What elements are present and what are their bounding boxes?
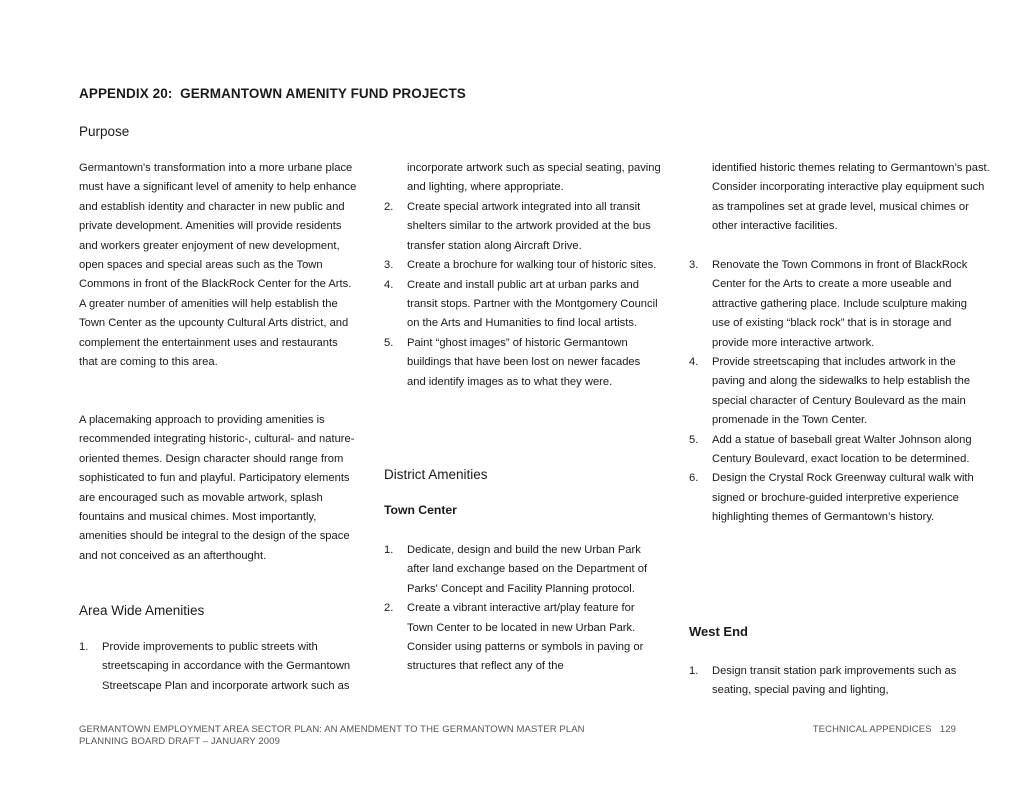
town-center-items-a: [384, 541, 659, 677]
list-text: Design transit station park improvements such as seating, special paving and lighting,: [712, 665, 957, 697]
list-text: Create special artwork integrated into all transit shelters similar to the artwork provided at the bus transfer station along Aircraft Drive.: [407, 201, 651, 252]
footer-plan-title: GERMANTOWN EMPLOYMENT AREA SECTOR PLAN: AN AMENDMENT TO THE GERMANTOWN MASTER PLAN: [79, 724, 585, 735]
page-number: 129: [939, 724, 956, 735]
purpose-paragraph-1: Germantown's transformation into a more urbane place must have a significant level of amenity to help enhance and establish identity and character in new public and private development. Amenities will provide residents and workers greater enjoyment of new development, open spaces and special areas such as the Town Commons in front of the BlackRock Center for the Arts. A greater number of amenities will help establish the Town Center as the upcounty Cultural Arts district, and complement the entertainment uses and restaurants that are coming to this area.: [79, 162, 357, 369]
list-item: [689, 256, 974, 353]
list-number: 3.: [384, 259, 394, 272]
list-number: 1.: [384, 544, 394, 556]
list-text: Paint “ghost images” of historic Germantown buildings that have been lost on newer facades and identify images as to what they were.: [407, 336, 641, 388]
area-wide-heading: Area Wide Amenities: [79, 603, 205, 618]
list-text: Provide streetscaping that includes artwork in the paving and along the sidewalks to help establish the special character of Century Boulevard as the main promenade in the Town Center.: [712, 356, 971, 427]
list-item: [689, 353, 974, 431]
list-item-continuation: [689, 159, 997, 237]
list-text: Provide improvements to public streets with streetscaping in accordance with the Germantown Streetscape Plan and incorporate artwork such as: [102, 641, 351, 692]
list-text: Create a brochure for walking tour of historic sites.: [407, 259, 657, 272]
list-number: 3.: [689, 259, 699, 271]
list-item: [689, 431, 974, 470]
footer-section-label: TECHNICAL APPENDICES: [812, 724, 932, 735]
list-item: [79, 638, 359, 696]
list-number: 6.: [689, 472, 699, 485]
list-text: Dedicate, design and build the new Urban Park after land exchange based on the Department of Parks' Concept and Facility Planning protocol.: [407, 544, 648, 595]
purpose-heading: Purpose: [79, 124, 130, 139]
list-number: 1.: [79, 641, 89, 653]
appendix-title: APPENDIX 20: GERMANTOWN AMENITY FUND PROJECTS: [79, 86, 466, 101]
list-item: [689, 469, 974, 527]
list-number: 2.: [384, 201, 394, 213]
list-number: 5.: [689, 433, 699, 446]
list-text: Create and install public art at urban parks and transit stops. Partner with the Montgomery Council on the Arts and Humanities to find local artists.: [407, 278, 658, 330]
list-item: [689, 662, 974, 701]
list-item-continuation: [384, 159, 682, 198]
town-center-items-b: [689, 256, 974, 528]
list-item: [384, 198, 659, 256]
column-2: [384, 0, 661, 673]
list-text-continuation: incorporate artwork such as special seating, paving and lighting, where appropriate.: [407, 162, 661, 194]
list-item: [384, 334, 659, 392]
list-text: Create a vibrant interactive art/play feature for Town Center to be located in new Urban Park. Consider using patterns or symbols in paving or structures that reflect any of the: [407, 602, 644, 673]
list-number: 2.: [384, 602, 394, 615]
column-3: [689, 0, 990, 697]
list-item: [384, 276, 659, 334]
west-end-items: [689, 662, 974, 701]
list-text-continuation: identified historic themes relating to Germantown’s past. Consider incorporating interactive play equipment such as trampolines set at grade level, musical chimes or other interactive facilities.: [712, 162, 990, 233]
area-wide-item: [79, 638, 359, 696]
list-item: [384, 541, 659, 599]
purpose-paragraph-2: A placemaking approach to providing amenities is recommended integrating historic-, cultural- and nature-oriented themes. Design character should range from sophisticated to fun and playful. Participatory elements are encouraged such as movable artwork, splash fountains and musical chimes. Most importantly, amenities should be integral to the design of the space and not conceived as an afterthought.: [79, 414, 355, 562]
town-center-heading: Town Center: [384, 503, 457, 517]
list-number: 1.: [689, 665, 699, 677]
list-number: 5.: [384, 336, 394, 349]
page-footer: [79, 724, 585, 748]
area-wide-items: [384, 198, 659, 392]
list-number: 4.: [384, 278, 394, 291]
west-end-heading: West End: [689, 624, 748, 639]
list-item: [384, 599, 659, 677]
footer-right: [813, 724, 956, 736]
list-item: [384, 256, 659, 275]
list-text: Design the Crystal Rock Greenway cultural walk with signed or brochure-guided interpretive experience highlighting themes of Germantown’s history.: [712, 472, 974, 524]
footer-draft-date: PLANNING BOARD DRAFT – JANUARY 2009: [79, 736, 280, 747]
list-text: Add a statue of baseball great Walter Johnson along Century Boulevard, exact location to be determined.: [712, 433, 972, 466]
list-text: Renovate the Town Commons in front of BlackRock Center for the Arts to create a more useable and attractive gathering place. Include sculpture making use of existing “black rock” that is in storage and provide more interactive artwork.: [712, 259, 968, 349]
district-heading: District Amenities: [384, 467, 488, 482]
list-number: 4.: [689, 356, 699, 369]
